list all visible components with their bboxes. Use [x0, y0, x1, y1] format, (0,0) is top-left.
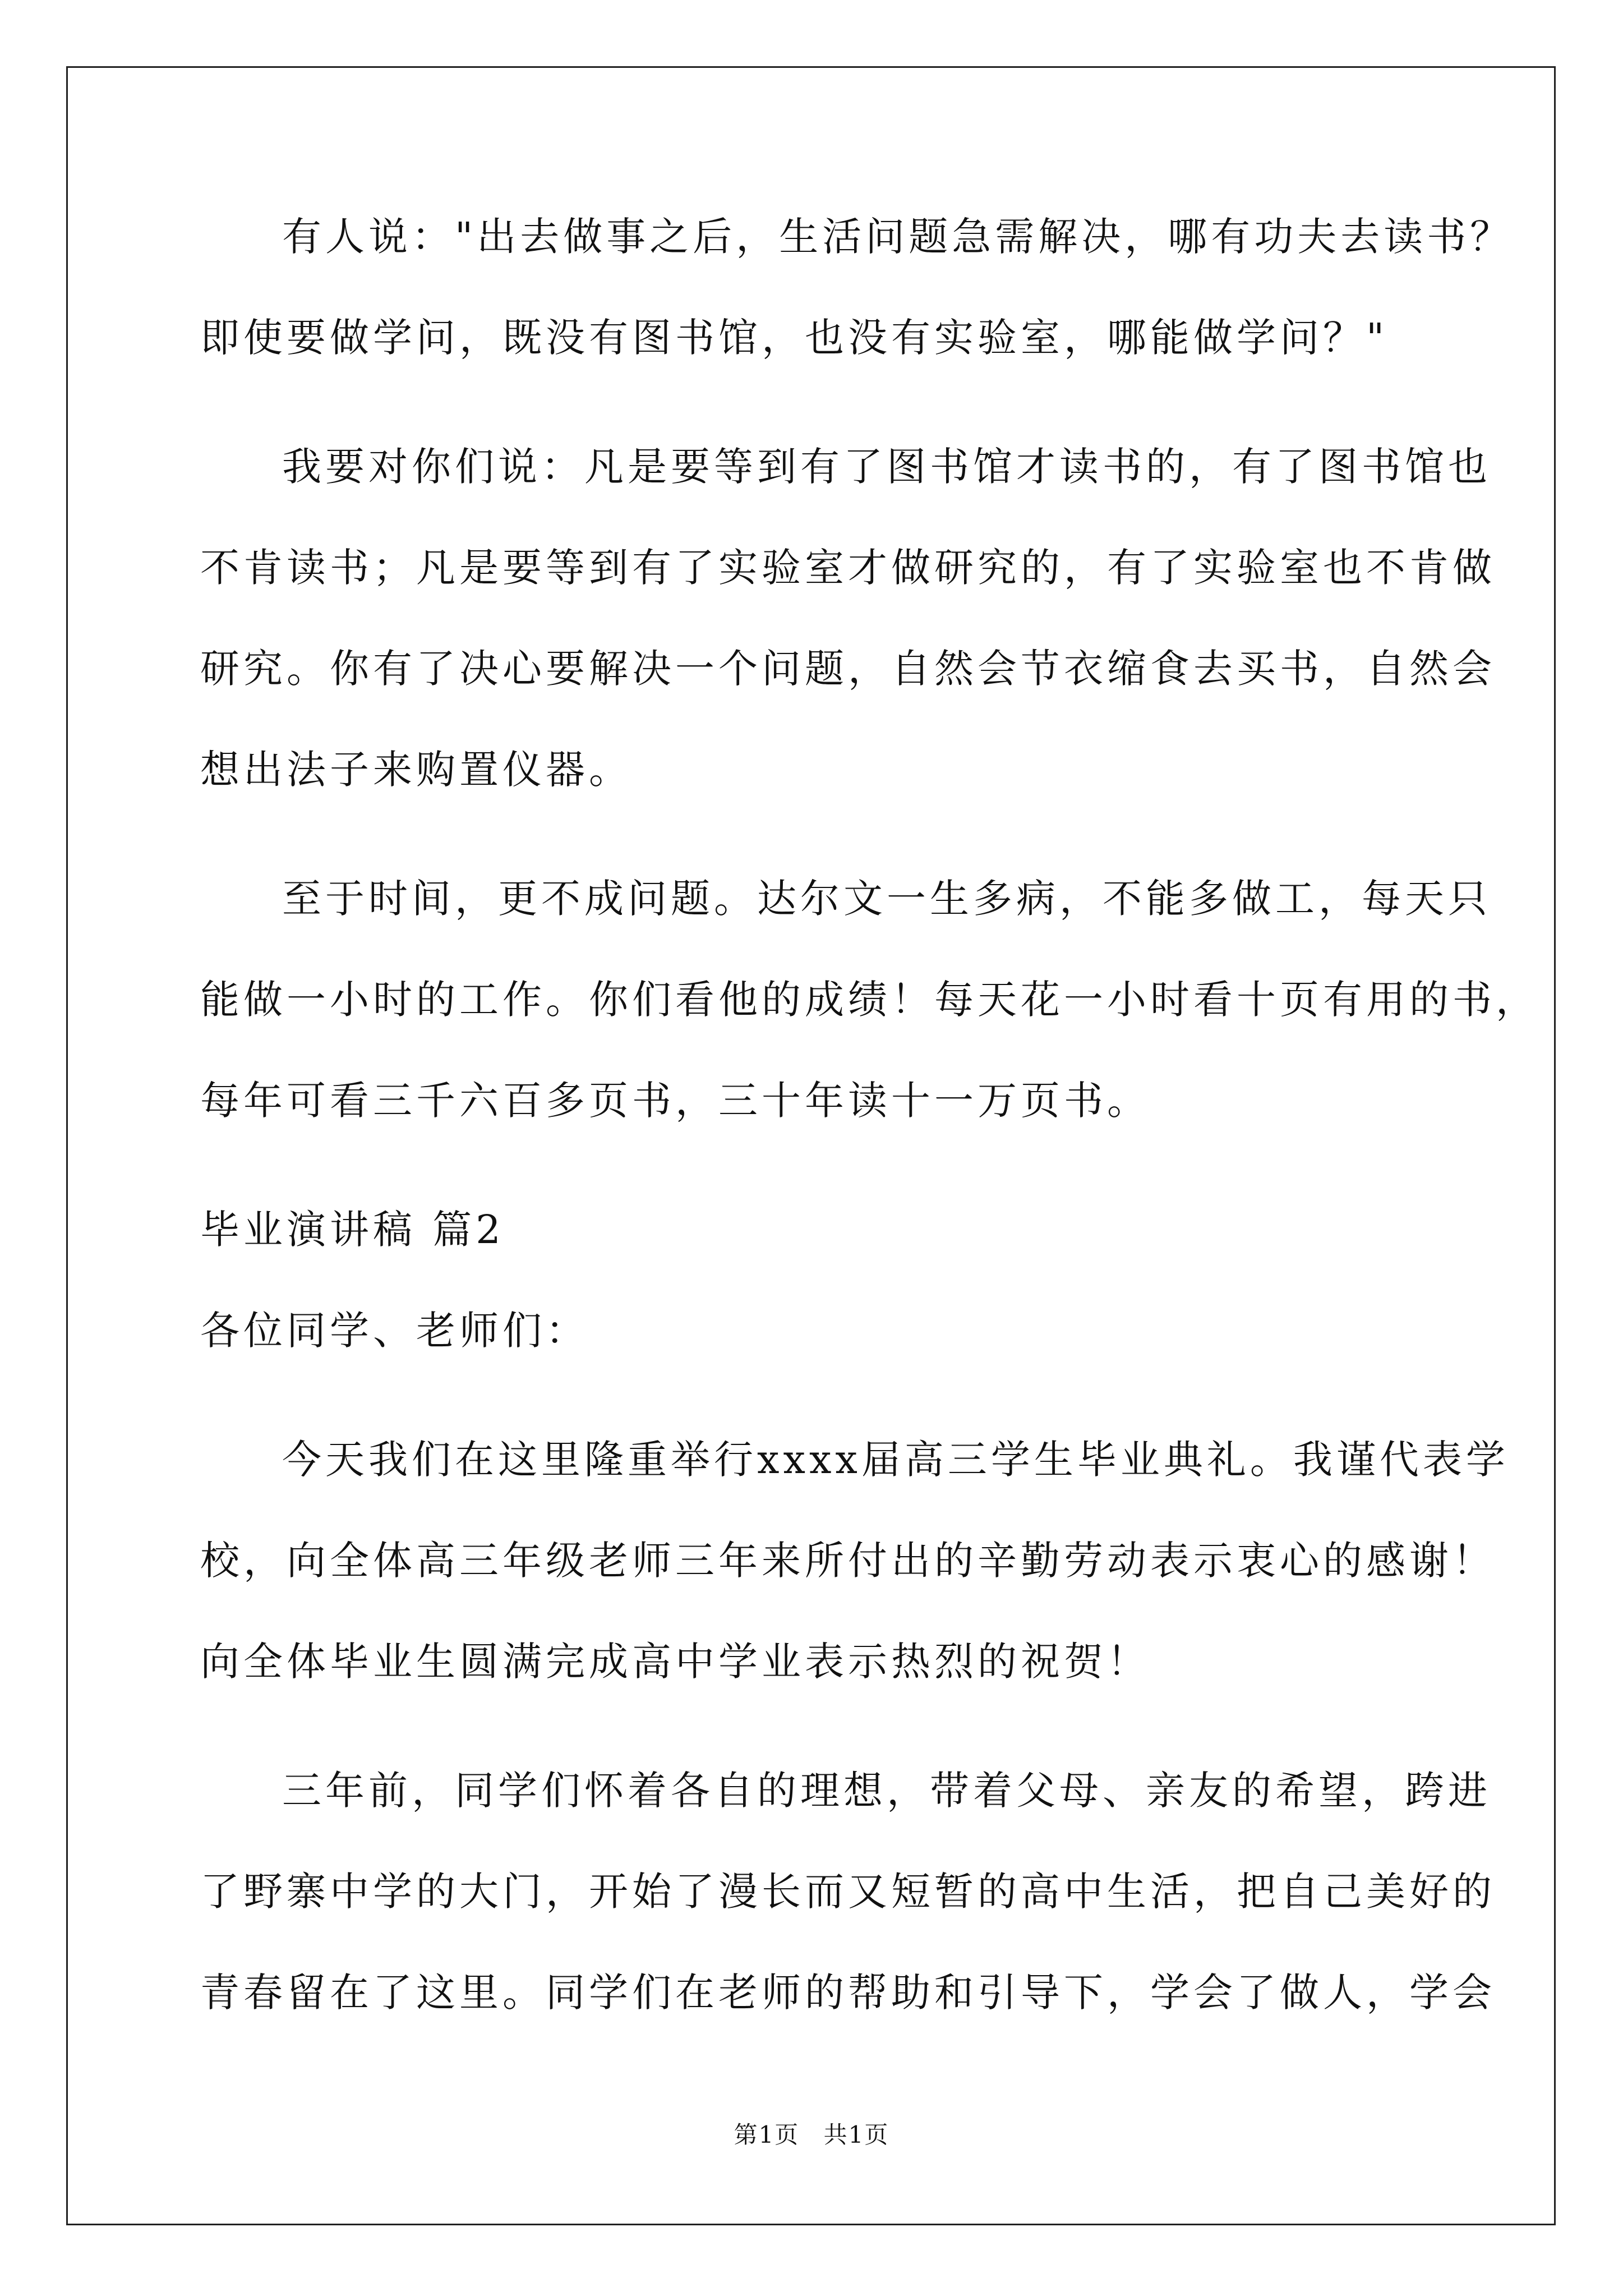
paragraph-line: 向全体毕业生圆满完成高中学业表示热烈的祝贺！ [200, 1639, 1150, 1685]
paragraph-line: 能做一小时的工作。你们看他的成绩！每天花一小时看十页有用的书， [200, 977, 1539, 1023]
page-footer [0, 2118, 1623, 2152]
page-number: 第1页 [734, 2121, 800, 2148]
paragraph-line: 每年可看三千六百多页书，三十年读十一万页书。 [200, 1078, 1150, 1124]
paragraph-line: 我要对你们说：凡是要等到有了图书馆才读书的，有了图书馆也 [282, 444, 1491, 490]
paragraph-line: 想出法子来购置仪器。 [200, 747, 632, 793]
section-heading: 毕业演讲稿 篇2 [200, 1207, 505, 1253]
paragraph-line: 今天我们在这里隆重举行xxxx届高三学生毕业典礼。我谨代表学 [282, 1437, 1509, 1483]
paragraph-line: 了野寨中学的大门，开始了漫长而又短暂的高中生活，把自己美好的 [200, 1869, 1496, 1915]
paragraph-line: 即使要做学问，既没有图书馆，也没有实验室，哪能做学问？" [200, 315, 1389, 361]
paragraph-line: 三年前，同学们怀着各自的理想，带着父母、亲友的希望，跨进 [282, 1768, 1491, 1814]
page-total: 共1页 [823, 2121, 889, 2148]
paragraph-line: 至于时间，更不成问题。达尔文一生多病，不能多做工，每天只 [282, 876, 1491, 922]
paragraph-line: 研究。你有了决心要解决一个问题，自然会节衣缩食去买书，自然会 [200, 646, 1496, 692]
paragraph-line: 青春留在了这里。同学们在老师的帮助和引导下，学会了做人，学会 [200, 1970, 1496, 2016]
paragraph-line: 有人说："出去做事之后，生活问题急需解决，哪有功夫去读书？ [282, 214, 1514, 260]
paragraph-line: 不肯读书；凡是要等到有了实验室才做研究的，有了实验室也不肯做 [200, 545, 1496, 591]
paragraph-line: 校，向全体高三年级老师三年来所付出的辛勤劳动表示衷心的感谢！ [200, 1538, 1496, 1584]
salutation: 各位同学、老师们： [200, 1308, 589, 1354]
